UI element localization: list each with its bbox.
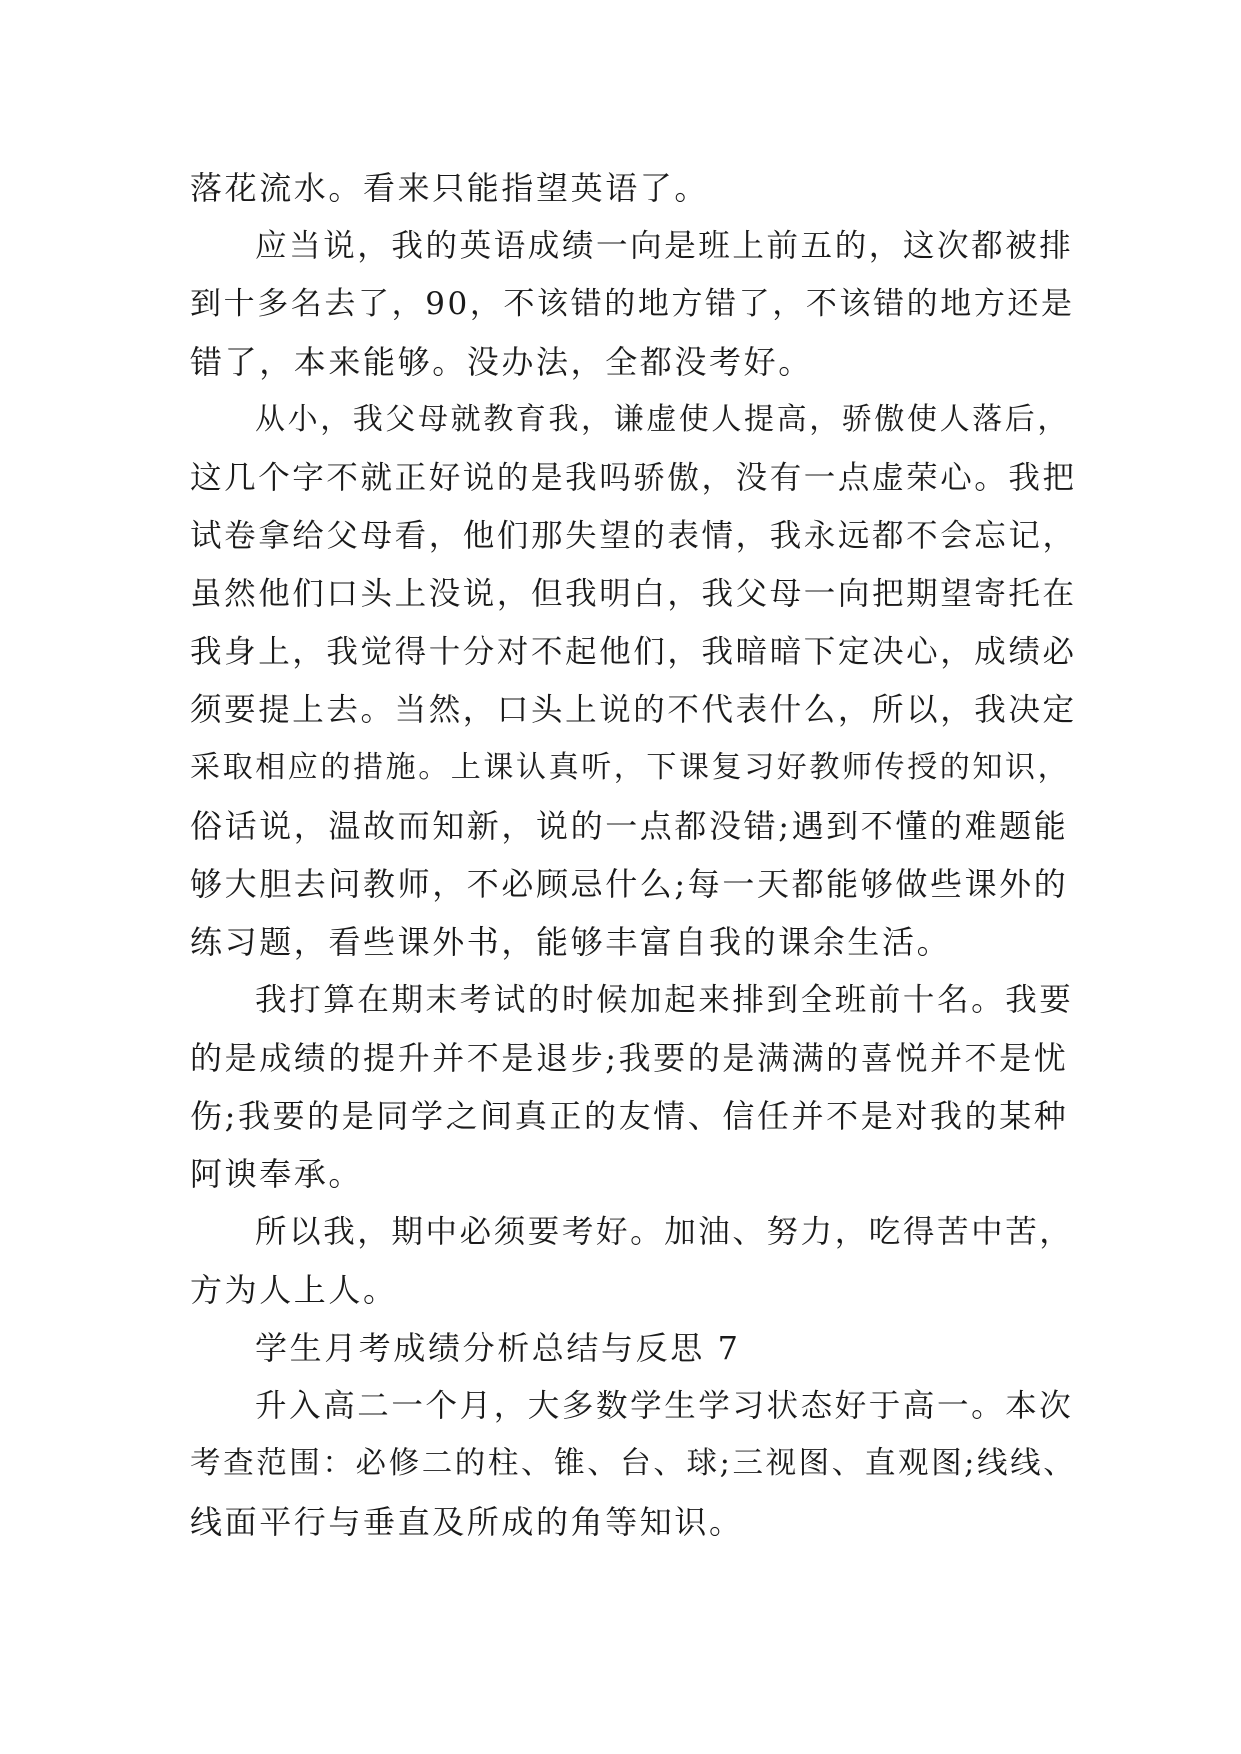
text-line: 到十多名去了，90，不该错的地方错了，不该错的地方还是	[190, 286, 1075, 322]
section-heading: 学生月考成绩分析总结与反思 7	[255, 1329, 741, 1367]
text-line: 落花流水。看来只能指望英语了。	[190, 169, 710, 207]
text-line: 的是成绩的提升并不是退步;我要的是满满的喜悦并不是忧	[190, 1039, 1069, 1077]
text-line: 升入高二一个月，大多数学生学习状态好于高一。本次	[255, 1388, 1074, 1424]
text-line: 俗话说，温故而知新，说的一点都没错;遇到不懂的难题能	[190, 807, 1069, 845]
text-line: 从小，我父母就教育我，谦虚使人提高，骄傲使人落后，	[255, 402, 1070, 437]
text-line: 练习题，看些课外书，能够丰富自我的课余生活。	[190, 923, 952, 961]
text-line: 够大胆去问教师，不必顾忌什么;每一天都能够做些课外的	[190, 865, 1069, 903]
text-line: 试卷拿给父母看，他们那失望的表情，我永远都不会忘记，	[190, 518, 1077, 554]
text-line: 我打算在期末考试的时候加起来排到全班前十名。我要	[255, 982, 1074, 1018]
text-line: 虽然他们口头上没说，但我明白，我父母一向把期望寄托在	[190, 576, 1077, 612]
text-line: 考查范围：必修二的柱、锥、台、球;三视图、直观图;线线、	[190, 1446, 1077, 1481]
text-line: 伤;我要的是同学之间真正的友情、信任并不是对我的某种	[190, 1097, 1069, 1135]
text-line: 阿谀奉承。	[190, 1155, 364, 1193]
text-line: 方为人上人。	[190, 1271, 398, 1309]
text-line: 这几个字不就正好说的是我吗骄傲，没有一点虚荣心。我把	[190, 460, 1077, 496]
text-line: 应当说，我的英语成绩一向是班上前五的，这次都被排	[255, 228, 1074, 264]
text-line: 须要提上去。当然，口头上说的不代表什么，所以，我决定	[190, 692, 1077, 728]
text-line: 采取相应的措施。上课认真听，下课复习好教师传授的知识，	[190, 750, 1071, 785]
text-line: 我身上，我觉得十分对不起他们，我暗暗下定决心，成绩必	[190, 634, 1077, 670]
text-line: 线面平行与垂直及所成的角等知识。	[190, 1503, 744, 1541]
text-line: 错了，本来能够。没办法，全都没考好。	[190, 343, 813, 381]
text-line: 所以我，期中必须要考好。加油、努力，吃得苦中苦，	[255, 1214, 1074, 1250]
